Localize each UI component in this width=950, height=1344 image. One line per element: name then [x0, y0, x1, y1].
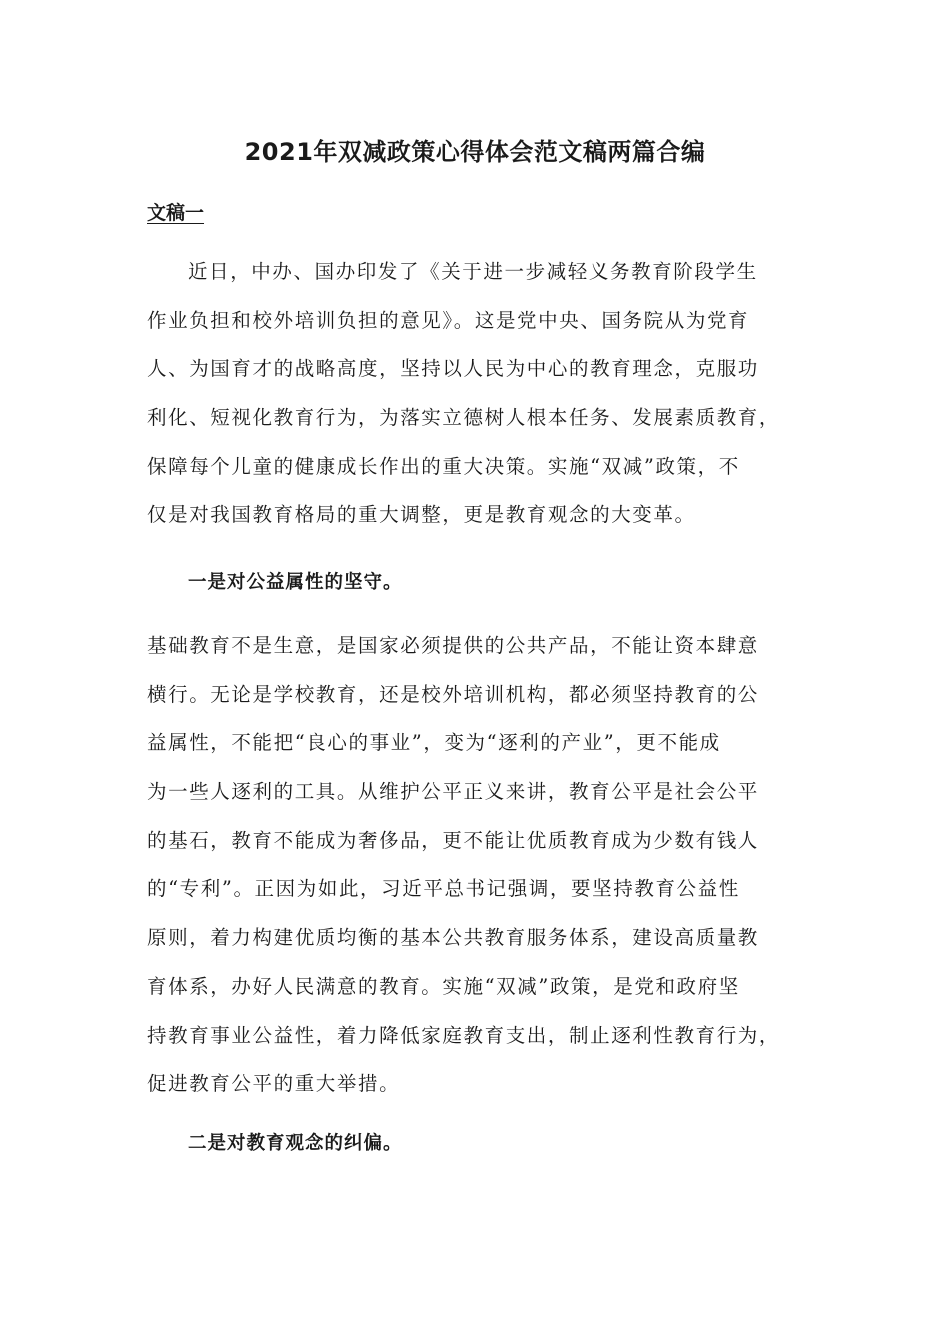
paragraph-line: 保障每个儿童的健康成长作出的重大决策。实施“双减”政策，不 [147, 454, 740, 478]
paragraph-1 [147, 248, 827, 540]
paragraph-line: 作业负担和校外培训负担的意见》。这是党中央、国务院从为党育 [147, 308, 750, 332]
paragraph-line: 持教育事业公益性，着力降低家庭教育支出，制止逐利性教育行为， [147, 1023, 781, 1047]
paragraph-line: 促进教育公平的重大举措。 [147, 1072, 401, 1096]
paragraph-line: 横行。无论是学校教育，还是校外培训机构，都必须坚持教育的公 [147, 682, 759, 706]
paragraph-line: 利化、短视化教育行为，为落实立德树人根本任务、发展素质教育， [147, 406, 781, 430]
paragraph-line: 益属性，不能把“良心的事业”，变为“逐利的产业”，更不能成 [147, 731, 721, 755]
paragraph-line: 的“专利”。正因为如此，习近平总书记强调，要坚持教育公益性 [147, 877, 740, 901]
paragraph-line: 原则，着力构建优质均衡的基本公共教育服务体系，建设高质量教 [147, 926, 759, 950]
paragraph-line: 为一些人逐利的工具。从维护公平正义来讲，教育公平是社会公平 [147, 780, 759, 804]
paragraph-line: 近日，中办、国办印发了《关于进一步减轻义务教育阶段学生 [188, 260, 758, 283]
paragraph-2 [147, 622, 827, 1109]
paragraph-line: 的基石，教育不能成为奢侈品，更不能让优质教育成为少数有钱人 [147, 828, 759, 852]
paragraph-line: 仅是对我国教育格局的重大调整，更是教育观念的大变革。 [147, 503, 696, 527]
paragraph-line: 基础教育不是生意，是国家必须提供的公共产品，不能让资本肆意 [147, 634, 759, 657]
paragraph-line: 育体系，办好人民满意的教育。实施“双减”政策，是党和政府坚 [147, 974, 740, 998]
section-heading: 文稿一 [147, 202, 205, 224]
subheading-1: 一是对公益属性的坚守。 [188, 572, 403, 593]
paragraph-line: 人、为国育才的战略高度，坚持以人民为中心的教育理念，克服功 [147, 357, 759, 381]
document-title: 2021年双减政策心得体会范文稿两篇合编 [244, 138, 706, 166]
subheading-2: 二是对教育观念的纠偏。 [188, 1133, 403, 1154]
